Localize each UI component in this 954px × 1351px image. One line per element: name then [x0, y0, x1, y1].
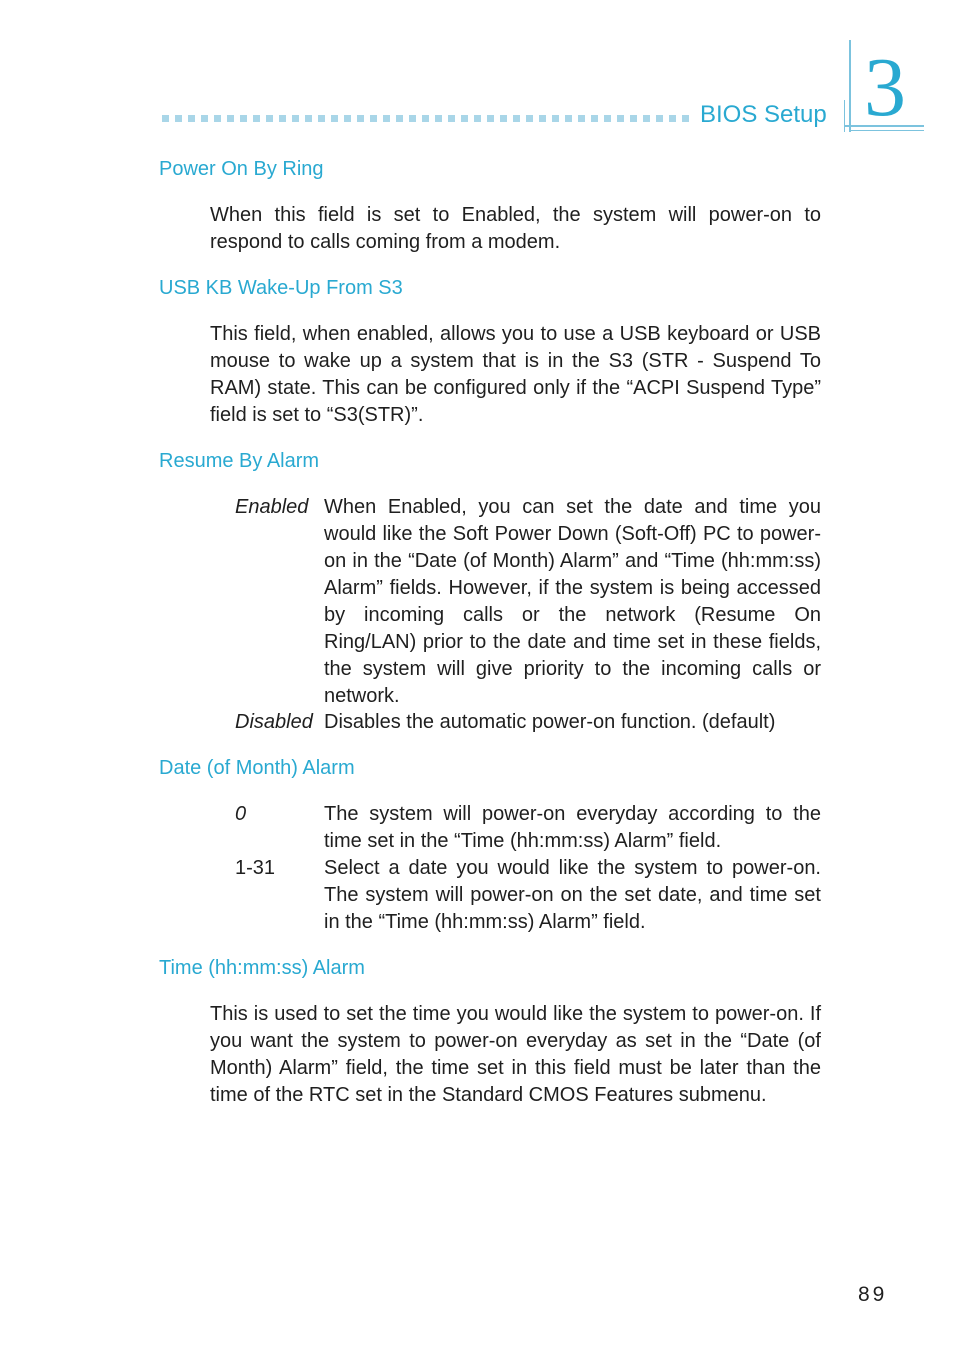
paragraph-usb-kb-wake-up: This field, when enabled, allows you to use a USB keyboard or USB mouse to wake up a system that is in the S3 (STR - Suspend To RAM) state. This can be configured only if the “ACPI Suspend Type” field is set to “S3(STR)”. [210, 323, 821, 426]
paragraph-time-alarm: This is used to set the time you would like the system to power-on. If you want the system to power-on everyday as set in the “Date (of Month) Alarm” field, the time set in this field must be later than the time of the RTC set in the Standard CMOS Features submenu. [210, 1003, 821, 1106]
option-label-enabled: Enabled [235, 496, 309, 518]
heading-time-alarm: Time (hh:mm:ss) Alarm [159, 957, 365, 979]
header-dotted-rule [162, 115, 692, 122]
option-label-1-31: 1-31 [235, 857, 276, 879]
heading-resume-by-alarm: Resume By Alarm [159, 450, 320, 472]
option-label-zero: 0 [235, 803, 247, 825]
heading-usb-kb-wake-up: USB KB Wake-Up From S3 [159, 277, 403, 299]
option-desc-1-31: Select a date you would like the system to power-on. The system will power-on on the set date, and time set in the “Time (hh:mm:ss) Alarm” field. [324, 857, 821, 933]
option-desc-disabled: Disables the automatic power-on function. (default) [324, 711, 776, 733]
section-title: BIOS Setup [700, 101, 827, 128]
option-desc-enabled: When Enabled, you can set the date and time you would like the Soft Power Down (Soft-Off) PC to power-on in the “Date (of Month) Alarm” and “Time (hh:mm:ss) Alarm” fields. However, if the system is being accessed by incoming calls or the network (Resume On Ring/LAN) prior to the date and time set in these fields, the system will give priority to the incoming calls or network. [324, 496, 821, 707]
option-desc-zero: The system will power-on everyday according to the time set in the “Time (hh:mm:ss) Alarm” field. [324, 803, 821, 852]
page-number: 89 [858, 1283, 888, 1306]
option-label-disabled: Disabled [235, 711, 313, 733]
heading-date-alarm: Date (of Month) Alarm [159, 757, 355, 779]
paragraph-power-on-by-ring: When this field is set to Enabled, the system will power-on to respond to calls coming from a modem. [210, 204, 821, 253]
heading-power-on-by-ring: Power On By Ring [159, 158, 324, 180]
chapter-number: 3 [864, 41, 906, 134]
